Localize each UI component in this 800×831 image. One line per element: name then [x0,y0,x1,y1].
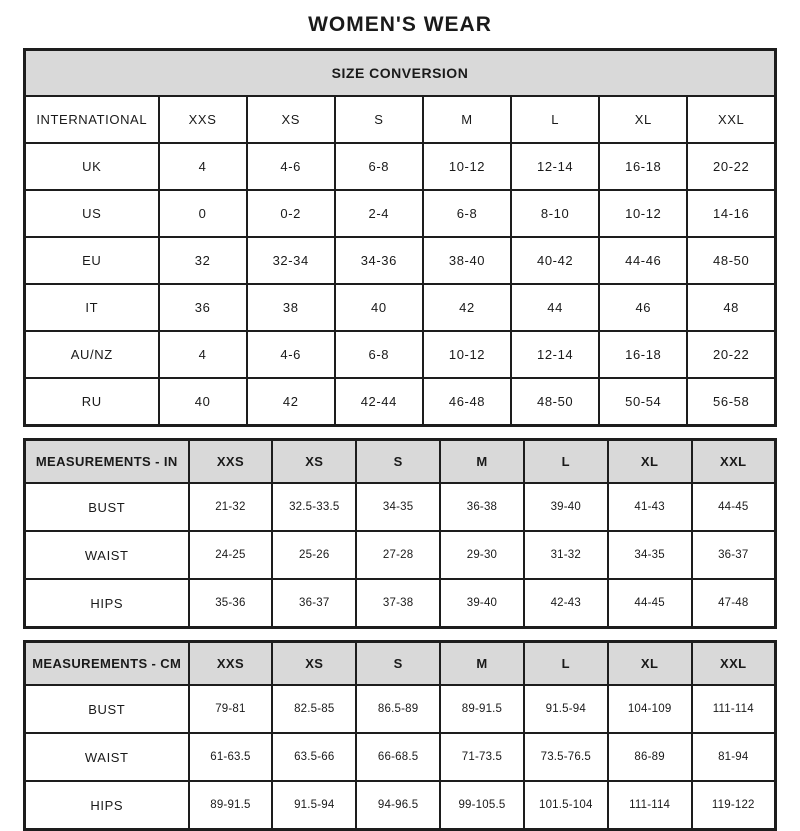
value-cell: M [423,96,511,143]
row-label: IT [25,284,159,331]
value-cell: 20-22 [687,143,775,190]
value-cell: 63.5-66 [272,733,356,781]
value-cell: 39-40 [524,483,608,531]
value-cell: 41-43 [608,483,692,531]
size-header-cell: XS [272,440,356,484]
table-row [25,579,776,628]
table-row [25,96,776,143]
size-header-cell: XXL [692,642,776,686]
table-row [25,190,776,237]
value-cell: 12-14 [511,331,599,378]
value-cell: 36-38 [440,483,524,531]
value-cell: 20-22 [687,331,775,378]
size-header-cell: XL [608,642,692,686]
value-cell: 12-14 [511,143,599,190]
measurements-in-body [25,483,776,628]
size-header-cell: XXS [189,642,273,686]
row-label: WAIST [25,531,189,579]
value-cell: L [511,96,599,143]
value-cell: 46-48 [423,378,511,426]
table-banner: SIZE CONVERSION [25,50,776,97]
measurements-cm-table [23,640,777,831]
size-header-cell: L [524,440,608,484]
value-cell: 44-45 [608,579,692,628]
page-title: WOMEN'S WEAR [308,13,492,36]
value-cell: 38-40 [423,237,511,284]
size-conversion-table [23,48,777,427]
value-cell: 16-18 [599,143,687,190]
table-row [25,531,776,579]
value-cell: 34-35 [608,531,692,579]
value-cell: 37-38 [356,579,440,628]
value-cell: 2-4 [335,190,423,237]
value-cell: 66-68.5 [356,733,440,781]
value-cell: 10-12 [423,331,511,378]
row-label: BUST [25,685,189,733]
value-cell: 111-114 [692,685,776,733]
value-cell: 32 [159,237,247,284]
table-row [25,284,776,331]
value-cell: 42-44 [335,378,423,426]
value-cell: 32-34 [247,237,335,284]
value-cell: 86.5-89 [356,685,440,733]
value-cell: 0 [159,190,247,237]
value-cell: S [335,96,423,143]
value-cell: 36-37 [692,531,776,579]
value-cell: 16-18 [599,331,687,378]
value-cell: 36-37 [272,579,356,628]
table-row [25,781,776,830]
value-cell: 79-81 [189,685,273,733]
value-cell: 36 [159,284,247,331]
value-cell: 81-94 [692,733,776,781]
value-cell: 32.5-33.5 [272,483,356,531]
row-label: BUST [25,483,189,531]
value-cell: 34-35 [356,483,440,531]
size-header-cell: L [524,642,608,686]
measurements-in-table [23,438,777,629]
size-header-cell: M [440,642,524,686]
size-header-cell: M [440,440,524,484]
table-row [25,331,776,378]
value-cell: 10-12 [599,190,687,237]
value-cell: 25-26 [272,531,356,579]
size-header-cell: XL [608,440,692,484]
value-cell: 101.5-104 [524,781,608,830]
value-cell: 4 [159,331,247,378]
value-cell: 6-8 [423,190,511,237]
value-cell: 94-96.5 [356,781,440,830]
size-conversion-body [25,96,776,426]
value-cell: 44-45 [692,483,776,531]
value-cell: 89-91.5 [189,781,273,830]
value-cell: 40 [159,378,247,426]
measurement-table-title: MEASUREMENTS - IN [25,440,189,484]
value-cell: 56-58 [687,378,775,426]
value-cell: 44-46 [599,237,687,284]
value-cell: 0-2 [247,190,335,237]
table-row [25,378,776,426]
table-row [25,143,776,190]
value-cell: 40-42 [511,237,599,284]
value-cell: 89-91.5 [440,685,524,733]
value-cell: 48-50 [687,237,775,284]
size-header-cell: S [356,440,440,484]
value-cell: 6-8 [335,331,423,378]
value-cell: 42 [247,378,335,426]
value-cell: 6-8 [335,143,423,190]
measurements-cm-body [25,685,776,830]
value-cell: 24-25 [189,531,273,579]
table-row [25,685,776,733]
value-cell: 34-36 [335,237,423,284]
measurement-table-title: MEASUREMENTS - CM [25,642,189,686]
row-label: RU [25,378,159,426]
value-cell: 46 [599,284,687,331]
value-cell: 48 [687,284,775,331]
value-cell: XXS [159,96,247,143]
value-cell: 35-36 [189,579,273,628]
row-label: INTERNATIONAL [25,96,159,143]
row-label: HIPS [25,579,189,628]
value-cell: 4-6 [247,331,335,378]
value-cell: 82.5-85 [272,685,356,733]
table-row [25,237,776,284]
value-cell: 86-89 [608,733,692,781]
value-cell: 29-30 [440,531,524,579]
value-cell: 104-109 [608,685,692,733]
table-banner-row [25,50,776,97]
size-chart-page [0,13,800,831]
value-cell: 91.5-94 [272,781,356,830]
value-cell: 99-105.5 [440,781,524,830]
value-cell: 42-43 [524,579,608,628]
row-label: WAIST [25,733,189,781]
value-cell: 39-40 [440,579,524,628]
value-cell: 31-32 [524,531,608,579]
row-label: HIPS [25,781,189,830]
value-cell: 14-16 [687,190,775,237]
value-cell: 48-50 [511,378,599,426]
size-header-cell: XXS [189,440,273,484]
value-cell: 119-122 [692,781,776,830]
row-label: AU/NZ [25,331,159,378]
value-cell: 50-54 [599,378,687,426]
value-cell: 4-6 [247,143,335,190]
size-header-cell: XXL [692,440,776,484]
row-label: EU [25,237,159,284]
value-cell: 111-114 [608,781,692,830]
size-header-row [25,642,776,686]
value-cell: 42 [423,284,511,331]
value-cell: 27-28 [356,531,440,579]
table-row [25,483,776,531]
value-cell: 61-63.5 [189,733,273,781]
value-cell: 38 [247,284,335,331]
value-cell: 8-10 [511,190,599,237]
value-cell: XXL [687,96,775,143]
size-header-cell: XS [272,642,356,686]
value-cell: 71-73.5 [440,733,524,781]
value-cell: 40 [335,284,423,331]
value-cell: 21-32 [189,483,273,531]
value-cell: 10-12 [423,143,511,190]
row-label: UK [25,143,159,190]
value-cell: 73.5-76.5 [524,733,608,781]
value-cell: 91.5-94 [524,685,608,733]
value-cell: XL [599,96,687,143]
table-row [25,733,776,781]
row-label: US [25,190,159,237]
value-cell: XS [247,96,335,143]
value-cell: 44 [511,284,599,331]
size-header-cell: S [356,642,440,686]
value-cell: 47-48 [692,579,776,628]
value-cell: 4 [159,143,247,190]
size-header-row [25,440,776,484]
